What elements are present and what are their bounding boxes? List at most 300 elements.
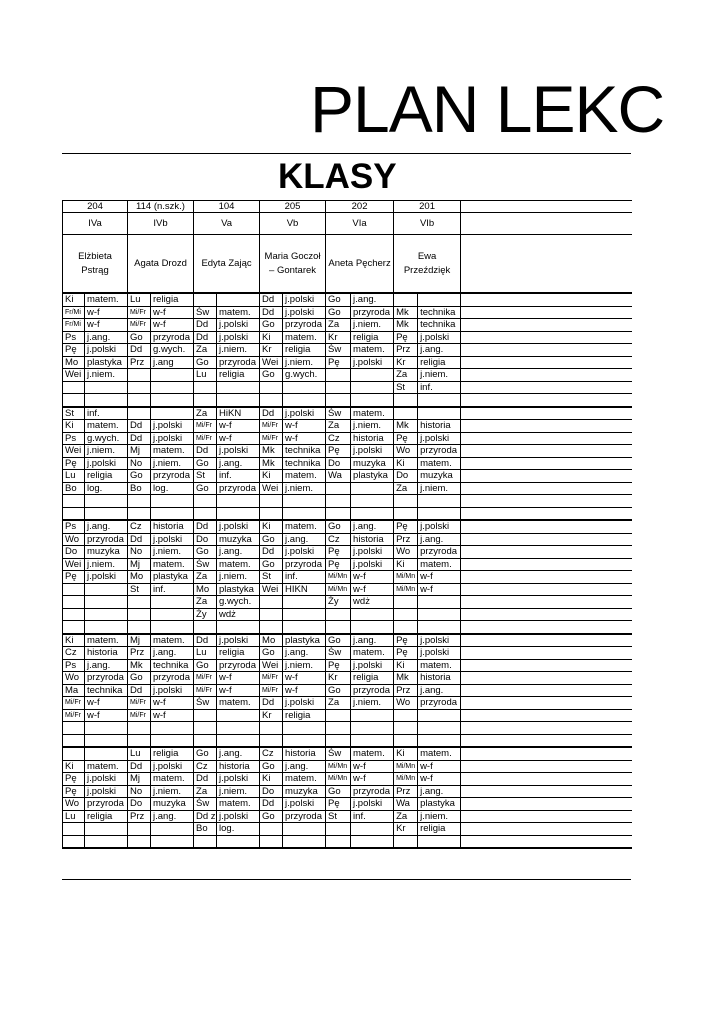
teacher-abbrev (63, 507, 85, 520)
empty-cell (461, 583, 632, 596)
subject (418, 495, 461, 508)
subject (351, 381, 394, 394)
subject: muzyka (151, 798, 194, 811)
empty-cell (461, 445, 632, 458)
subject (351, 394, 394, 407)
teacher-abbrev: Prz (128, 356, 151, 369)
lesson-row (63, 835, 632, 848)
teacher-abbrev (194, 621, 217, 634)
teacher-abbrev: St (63, 407, 85, 420)
teacher-abbrev: Dd (260, 798, 283, 811)
empty-cell (461, 495, 632, 508)
teacher-abbrev: Ki (63, 420, 85, 433)
lesson-row (63, 747, 632, 760)
lesson-row (63, 810, 632, 823)
subject: w-f (418, 773, 461, 786)
teacher-abbrev: St (394, 381, 418, 394)
lesson-row (63, 533, 632, 546)
lesson-row (63, 634, 632, 647)
subject (217, 722, 260, 735)
subject: HiKN (217, 407, 260, 420)
teacher-abbrev: Ki (260, 520, 283, 533)
teacher-abbrev: Dd (194, 773, 217, 786)
subject (217, 621, 260, 634)
empty-cell (461, 672, 632, 685)
subject: j.ang. (85, 520, 128, 533)
empty-cell (461, 319, 632, 332)
subject (217, 495, 260, 508)
teacher-abbrev: Ki (63, 760, 85, 773)
subject: HIKN (283, 583, 326, 596)
subject (85, 495, 128, 508)
teacher-abbrev (260, 823, 283, 836)
teacher-abbrev: Cz (63, 647, 85, 660)
subject: religia (418, 823, 461, 836)
teacher-abbrev: Wei (260, 583, 283, 596)
subject: j.polski (283, 293, 326, 306)
teacher-abbrev: Św (326, 647, 351, 660)
lesson-row (63, 546, 632, 559)
teacher-cell: Ewa Przeździęk (394, 235, 461, 294)
lesson-row (63, 760, 632, 773)
teacher-abbrev: Fr/Mi (63, 306, 85, 319)
subject: religia (217, 369, 260, 382)
teacher-abbrev (260, 507, 283, 520)
teacher-abbrev: Kr (260, 344, 283, 357)
subject: j.polski (151, 432, 194, 445)
classes-row (63, 213, 632, 235)
subject: muzyka (283, 785, 326, 798)
teacher-abbrev: Mi/Fr (260, 432, 283, 445)
class-cell: VIb (394, 213, 461, 235)
teacher-abbrev: Dd (194, 331, 217, 344)
subject: przyroda (283, 319, 326, 332)
subject: j.polski (85, 457, 128, 470)
teacher-abbrev (326, 722, 351, 735)
teacher-abbrev (128, 596, 151, 609)
subject: matem. (151, 634, 194, 647)
teacher-abbrev: Go (128, 470, 151, 483)
teacher-abbrev: Pę (63, 785, 85, 798)
empty-cell (461, 684, 632, 697)
subject: j.niem. (217, 571, 260, 584)
subject: j.polski (283, 798, 326, 811)
teacher-abbrev (128, 722, 151, 735)
subject (151, 734, 194, 747)
subject (283, 835, 326, 848)
teacher-abbrev: Kr (260, 709, 283, 722)
teacher-abbrev: Pę (326, 445, 351, 458)
teacher-abbrev: Ki (394, 659, 418, 672)
subject (151, 495, 194, 508)
subject: wdż (217, 608, 260, 621)
empty-cell (461, 722, 632, 735)
subject: matem. (283, 470, 326, 483)
subject (283, 381, 326, 394)
teacher-abbrev: Ży (326, 596, 351, 609)
teacher-abbrev: Za (194, 571, 217, 584)
subject: przyroda (85, 672, 128, 685)
teacher-abbrev (194, 709, 217, 722)
empty-cell (461, 331, 632, 344)
subject: j.polski (351, 798, 394, 811)
teacher-abbrev (326, 381, 351, 394)
subject: plastyka (283, 634, 326, 647)
subject: j.polski (85, 571, 128, 584)
lesson-row (63, 381, 632, 394)
teacher-abbrev: No (128, 546, 151, 559)
subject: j.niem. (85, 445, 128, 458)
subject: w-f (85, 319, 128, 332)
subject: j.polski (217, 520, 260, 533)
subject: matem. (85, 760, 128, 773)
subject: muzyka (351, 457, 394, 470)
subject: j.ang. (85, 331, 128, 344)
empty-cell (461, 621, 632, 634)
teacher-abbrev (194, 722, 217, 735)
subject: w-f (217, 672, 260, 685)
subject: przyroda (283, 810, 326, 823)
subject: inf. (85, 407, 128, 420)
teacher-abbrev: Pę (326, 558, 351, 571)
subject (85, 583, 128, 596)
teacher-abbrev: Dd (260, 697, 283, 710)
subject: j.niem. (418, 369, 461, 382)
teacher-abbrev (326, 835, 351, 848)
room-cell: 114 (n.szk.) (128, 201, 194, 213)
subject: j.polski (217, 773, 260, 786)
class-cell: IVa (63, 213, 128, 235)
lesson-row (63, 558, 632, 571)
subject: technika (283, 445, 326, 458)
room-cell: 201 (394, 201, 461, 213)
teacher-abbrev (394, 722, 418, 735)
teacher-abbrev: Wei (63, 369, 85, 382)
subject (217, 709, 260, 722)
subject (351, 709, 394, 722)
subject: matem. (151, 773, 194, 786)
subject: matem. (217, 697, 260, 710)
teacher-abbrev: Mi/Fr (194, 684, 217, 697)
subject: j.ang. (283, 647, 326, 660)
teacher-abbrev: Wei (260, 356, 283, 369)
empty-cell (461, 201, 632, 213)
subject (85, 608, 128, 621)
empty-cell (461, 835, 632, 848)
lesson-row (63, 672, 632, 685)
empty-cell (461, 420, 632, 433)
subject: w-f (351, 571, 394, 584)
subject (351, 835, 394, 848)
teacher-abbrev: Do (63, 546, 85, 559)
subject: przyroda (151, 672, 194, 685)
room-cell: 104 (194, 201, 260, 213)
title-rule (62, 153, 631, 154)
subject: matem. (217, 558, 260, 571)
subject: j.niem. (283, 356, 326, 369)
teacher-abbrev: Wei (260, 482, 283, 495)
teacher-abbrev: Cz (260, 747, 283, 760)
teacher-abbrev (63, 734, 85, 747)
subject: j.niem. (217, 344, 260, 357)
teacher-cell: Maria Goczoł – Gontarek (260, 235, 326, 294)
lesson-row (63, 709, 632, 722)
teacher-abbrev (128, 394, 151, 407)
teacher-abbrev (260, 734, 283, 747)
empty-cell (461, 760, 632, 773)
teacher-abbrev: Wo (394, 546, 418, 559)
teacher-abbrev: Mo (260, 634, 283, 647)
subject (151, 407, 194, 420)
subject: j.polski (283, 407, 326, 420)
teacher-abbrev: Mi/Fr (128, 697, 151, 710)
subject (85, 734, 128, 747)
teacher-abbrev: Św (326, 344, 351, 357)
teacher-abbrev (194, 507, 217, 520)
lesson-row (63, 659, 632, 672)
teacher-abbrev: Ki (394, 558, 418, 571)
subject: j.niem. (418, 810, 461, 823)
teacher-abbrev (394, 394, 418, 407)
subject: j.niem. (85, 558, 128, 571)
teacher-abbrev (128, 835, 151, 848)
teacher-abbrev: Go (194, 457, 217, 470)
teacher-abbrev: Za (394, 369, 418, 382)
class-cell: Va (194, 213, 260, 235)
subject: j.ang. (418, 684, 461, 697)
subject: matem. (418, 457, 461, 470)
teacher-abbrev (63, 495, 85, 508)
teacher-abbrev: Ki (63, 293, 85, 306)
teacher-abbrev (260, 381, 283, 394)
timetable (62, 200, 632, 849)
subject (151, 621, 194, 634)
subject: przyroda (151, 470, 194, 483)
teacher-abbrev: Go (326, 785, 351, 798)
subject: j.ang. (283, 760, 326, 773)
subject (283, 596, 326, 609)
subject (351, 823, 394, 836)
subject: matem. (217, 306, 260, 319)
subject: j.polski (418, 331, 461, 344)
subject: technika (283, 457, 326, 470)
subject: j.polski (418, 520, 461, 533)
subject: historia (151, 520, 194, 533)
class-cell: VIa (326, 213, 394, 235)
subject: log. (217, 823, 260, 836)
teacher-abbrev: Mi/Mn (394, 571, 418, 584)
subject (217, 394, 260, 407)
teacher-abbrev: Pę (326, 356, 351, 369)
subject: muzyka (418, 470, 461, 483)
teacher-abbrev: No (128, 457, 151, 470)
teacher-abbrev: Pę (63, 344, 85, 357)
subject: j.ang. (85, 659, 128, 672)
subject (151, 608, 194, 621)
teacher-abbrev: Mi/Mn (394, 760, 418, 773)
subject: j.polski (217, 331, 260, 344)
subject: przyroda (217, 356, 260, 369)
teacher-abbrev (63, 583, 85, 596)
teacher-abbrev: Go (326, 293, 351, 306)
subject: w-f (351, 583, 394, 596)
lesson-row (63, 722, 632, 735)
teacher-abbrev (128, 507, 151, 520)
lesson-row (63, 331, 632, 344)
subject: j.niem. (85, 369, 128, 382)
teacher-abbrev (326, 608, 351, 621)
subject: j.polski (418, 647, 461, 660)
teacher-abbrev: Kr (394, 356, 418, 369)
subject (283, 608, 326, 621)
subject: matem. (418, 747, 461, 760)
teacher-abbrev: Mi/Fr (260, 684, 283, 697)
subject (151, 394, 194, 407)
subject (85, 823, 128, 836)
teacher-abbrev: Mo (128, 571, 151, 584)
teacher-abbrev (63, 608, 85, 621)
subject: historia (418, 672, 461, 685)
subject: plastyka (418, 798, 461, 811)
teacher-abbrev (394, 293, 418, 306)
lesson-row (63, 356, 632, 369)
empty-cell (461, 571, 632, 584)
teacher-abbrev (128, 407, 151, 420)
teacher-abbrev (326, 495, 351, 508)
teacher-cell: Edyta Zając (194, 235, 260, 294)
teacher-abbrev: Wei (63, 445, 85, 458)
teacher-abbrev (394, 835, 418, 848)
teacher-abbrev: Dd (128, 420, 151, 433)
subject: j.polski (283, 697, 326, 710)
teacher-abbrev: Mj (128, 634, 151, 647)
teacher-abbrev (326, 507, 351, 520)
timetable-grid (62, 200, 631, 849)
subject: przyroda (283, 558, 326, 571)
lesson-row (63, 482, 632, 495)
teacher-abbrev (260, 394, 283, 407)
lesson-row (63, 319, 632, 332)
subject: religia (283, 709, 326, 722)
teacher-abbrev: St (194, 470, 217, 483)
subject: plastyka (85, 356, 128, 369)
subject: j.ang. (351, 634, 394, 647)
teacher-abbrev: Dd (260, 306, 283, 319)
class-cell: IVb (128, 213, 194, 235)
subject (151, 381, 194, 394)
teacher-abbrev: Go (194, 356, 217, 369)
empty-cell (461, 213, 632, 235)
empty-cell (461, 344, 632, 357)
teacher-abbrev: Mi/Fr (260, 420, 283, 433)
subject: inf. (217, 470, 260, 483)
subject: w-f (418, 583, 461, 596)
teacher-abbrev (63, 596, 85, 609)
subject: matem. (85, 420, 128, 433)
subject: j.polski (217, 810, 260, 823)
teacher-abbrev: Wa (394, 798, 418, 811)
subject: przyroda (151, 331, 194, 344)
subject: j.ang. (418, 344, 461, 357)
teacher-abbrev: Ki (394, 457, 418, 470)
teacher-abbrev: Prz (128, 810, 151, 823)
teacher-abbrev (394, 709, 418, 722)
teacher-abbrev: Dd (128, 684, 151, 697)
teacher-abbrev: Do (394, 470, 418, 483)
teacher-abbrev: Go (260, 647, 283, 660)
subject (151, 722, 194, 735)
subject (283, 621, 326, 634)
teacher-abbrev (63, 381, 85, 394)
teacher-abbrev: Św (326, 747, 351, 760)
room-cell: 204 (63, 201, 128, 213)
subject: w-f (217, 432, 260, 445)
subject (418, 507, 461, 520)
teacher-cell: Agata Drozd (128, 235, 194, 294)
subject: g.wych. (151, 344, 194, 357)
teacher-abbrev: Cz (194, 760, 217, 773)
rooms-row (63, 201, 632, 213)
teacher-abbrev: Mk (260, 445, 283, 458)
empty-cell (461, 381, 632, 394)
teacher-abbrev: Go (260, 369, 283, 382)
subject: j.ang. (217, 457, 260, 470)
teacher-cell: Aneta Pęcherz (326, 235, 394, 294)
teacher-abbrev: Ps (63, 331, 85, 344)
subject: j.niem. (217, 785, 260, 798)
lesson-row (63, 520, 632, 533)
subject (85, 747, 128, 760)
teacher-abbrev: Mi/Mn (394, 583, 418, 596)
subject (217, 507, 260, 520)
teacher-abbrev: Ps (63, 432, 85, 445)
teacher-abbrev: Mi/Mn (326, 571, 351, 584)
subject: w-f (217, 420, 260, 433)
teacher-abbrev: Za (194, 785, 217, 798)
teacher-cell: Elżbieta Pstrąg (63, 235, 128, 294)
teacher-abbrev: Dd (194, 520, 217, 533)
teacher-abbrev: Za (394, 482, 418, 495)
subject: przyroda (418, 697, 461, 710)
class-cell: Vb (260, 213, 326, 235)
subject: j.niem. (351, 420, 394, 433)
empty-cell (461, 235, 632, 294)
subject (85, 835, 128, 848)
teacher-abbrev (128, 608, 151, 621)
teacher-abbrev: Za (194, 344, 217, 357)
subject: j.ang (151, 356, 194, 369)
teacher-abbrev (394, 608, 418, 621)
empty-cell (461, 293, 632, 306)
subject: przyroda (351, 684, 394, 697)
teacher-abbrev: Do (128, 798, 151, 811)
teacher-abbrev: Kr (394, 823, 418, 836)
teacher-abbrev: Za (194, 407, 217, 420)
teacher-abbrev: Ki (63, 634, 85, 647)
teacher-abbrev: Prz (394, 785, 418, 798)
teacher-abbrev: Wei (63, 558, 85, 571)
teacher-abbrev (326, 482, 351, 495)
teacher-abbrev: Go (194, 546, 217, 559)
teacher-abbrev: Fr/Mi (63, 319, 85, 332)
teacher-abbrev (326, 621, 351, 634)
teacher-abbrev: Mi/Mn (326, 583, 351, 596)
subject: matem. (217, 798, 260, 811)
subject (151, 823, 194, 836)
subject: matem. (351, 747, 394, 760)
subject (418, 734, 461, 747)
teacher-abbrev: Ki (260, 470, 283, 483)
